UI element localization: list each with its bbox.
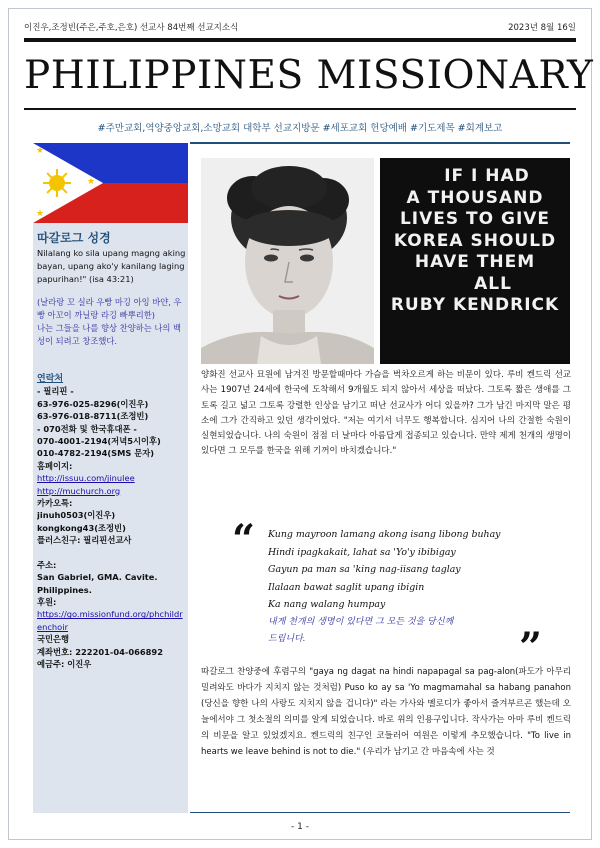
memorial-quote-image	[380, 158, 570, 364]
lyrics-text	[268, 526, 538, 649]
lyric-line: Gayun pa man sa 'king nag-iisang taglay	[268, 564, 461, 575]
bible-verse-translation: 나는 그들을 나를 향상 찬양하는 나의 백성이 되려고 창조했다.	[37, 323, 182, 346]
footer-rule	[190, 812, 570, 813]
close-quote-icon: ”	[518, 624, 542, 671]
bible-verse-tagalog: Nilalang ko sila upang magng aking bayan, upang ako'y kanilang laging papurihan!" (isa 43:21)	[37, 248, 186, 284]
address-label: 주소:	[37, 559, 57, 570]
quote-line: IF I HAD	[444, 166, 530, 186]
address: San Gabriel, GMA. Cavite. Philippines.	[37, 572, 158, 595]
contact-heading: 연락처	[37, 374, 64, 384]
kakao-label: 카카오톡:	[37, 498, 73, 509]
contact-list	[37, 373, 187, 670]
support-link[interactable]: https://go.missionfund.org/phchildrenchoir	[37, 609, 183, 632]
article-paragraph: 양화진 선교사 묘원에 남겨진 방문할때마다 가슴을 벅차오르게 하는 비문이 있다. 루비 켄드릭 선교사는 1907년 24세에 한국에 도착해서 9개월도 되지 않아서 세상을 떠났다. 그토록 짧은 생애를 그토록 길고 넓고 그토록 강렬한 인상을 남기고 떠난 선교사가 어디 있을까? 그가 남긴 마지막 말은 평소에 그가 간직하고 있던 생각이었다. "저는 여기서 너무도 행복합니다. 심지어 나의 간절한 숙원이 실현되었습니다. 나의 숙원이 점점 더 날마다 아름답게 접종되고 있습니다. 만약 제게 천개의 생명이 있다면 그 모두를 한국을 위해 기꺼이 바치겠습니다."	[201, 370, 571, 457]
phone-number: 63-976-018-8711(조정빈)	[37, 411, 149, 422]
quote-line: RUBY KENDRICK	[390, 295, 560, 315]
voip-heading: - 070전화 및 한국휴대폰 -	[37, 423, 137, 434]
lyric-translation: 드립니다.	[268, 634, 306, 644]
lyric-line: Hindi ipagkakait, lahat sa 'Yo'y ibibigay	[268, 546, 456, 558]
header-rule-thick	[24, 38, 576, 42]
byline: 이진우,조정빈(주은,주호,은호) 선교사 84번째 선교지소식	[24, 23, 239, 33]
account-number: 계좌번호: 222201-04-066892	[37, 646, 163, 657]
page-number: - 1 -	[291, 822, 309, 832]
phone-heading: - 필리핀 -	[37, 386, 74, 397]
phone-number: 63-976-025-8296(이진우)	[37, 398, 149, 409]
hashtag-line: #주만교회,역양중앙교회,소망교회 대학부 선교지방문 #세포교회 헌당예배 #기도제목 #회계보고	[97, 123, 503, 134]
quote-line: ALL	[474, 273, 512, 294]
voip-number: 070-4001-2194(저녁5시이후)	[37, 436, 161, 447]
lyrics-block	[232, 516, 542, 671]
open-quote-icon: “	[232, 516, 256, 563]
lyric-translation: 내게 천개의 생명이 있다면 그 모든 것을 당신께	[268, 616, 454, 627]
kakao-id: jinuh0503(이진우)	[37, 510, 116, 521]
homepage-label: 홈페이지:	[37, 460, 73, 471]
philippine-flag-icon: ★ ★ ★	[33, 143, 188, 223]
account-holder: 예금주: 이진우	[37, 658, 92, 669]
article-paragraph: 따갈로그 찬양중에 후렴구의 "gaya ng dagat na hindi napapagal sa pag-alon(파도가 아무리 밀려와도 바다가 지치지 않는 것처럼) Puso ko ay sa 'Yo magmamahal sa habang panahon (당신을 향한 나의 사랑도 지치지 않을 겁니다)" 라는 가사와 멜로디가 좋아서 즐겨부르곤 했는데 오늘에서야 그 첫소절의 의미를 알게 되었습니다. 바로 위의 인용구입니다. 작사가는 아마 루비 켄드릭의 비문을 알고 있었겠지요. 켄드릭의 친구인 코들러어 여원은 이렇게 추모했습니다. "To live in hearts we leave behind is not to die." (우리가 남기고 간 마음속에 사는 것	[201, 667, 571, 757]
mobile-number: 010-4782-2194(SMS 문자)	[37, 448, 155, 459]
bible-verse-pronunciation: (날라랑 꼬 실라 우빵 마깅 아잉 바얀, 우빵 아꼬이 까닐랑 라깅 빠뿌리한)	[37, 297, 182, 320]
sidebar	[33, 143, 188, 813]
support-label: 후원:	[37, 596, 57, 607]
header-strip	[24, 21, 576, 37]
masthead-title: PHILIPPINES MISSIONARY	[24, 53, 594, 98]
kakao-id: kongkong43(조정빈)	[37, 522, 126, 533]
quote-line: HAVE THEM	[414, 252, 536, 272]
lyric-line: Ilalaan bawat saglit upang ibigin	[268, 581, 425, 593]
bank-name: 국민은행	[37, 634, 70, 645]
lyric-line: Kung mayroon lamang akong isang libong buhay	[268, 529, 501, 540]
quote-line: KOREA SHOULD	[393, 230, 557, 251]
memorial-quote-text	[380, 166, 570, 317]
portrait-photo	[201, 158, 374, 364]
issue-date: 2023년 8월 16일	[508, 23, 576, 33]
homepage-link[interactable]: http://muchurch.org	[37, 485, 121, 496]
bible-verse-korean	[37, 296, 187, 348]
content-top-rule	[190, 142, 570, 144]
quote-line: LIVES TO GIVE	[399, 209, 551, 229]
header-rule-thin	[24, 108, 576, 110]
sidebar-title: 따갈로그 성경	[37, 231, 111, 245]
homepage-link[interactable]: http://issuu.com/jinulee	[37, 473, 135, 484]
lyric-line: Ka nang walang humpay	[268, 599, 386, 610]
plus-friend: 플러스친구: 필리핀선교사	[37, 535, 132, 546]
quote-line: A THOUSAND	[406, 187, 544, 208]
